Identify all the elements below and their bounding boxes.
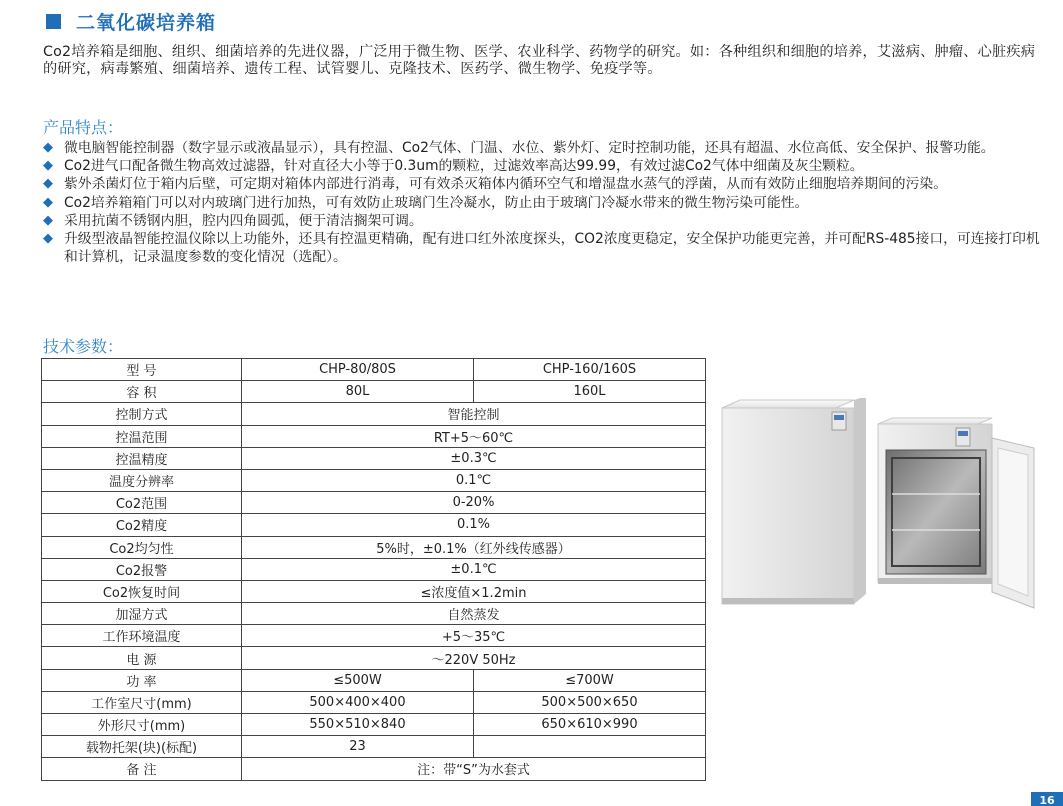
spec-row xyxy=(42,514,706,536)
spec-row xyxy=(42,425,706,447)
spec-value-cell: 5%时，±0.1%（红外线传感器） xyxy=(242,536,706,558)
spec-label-cell: 型 号 xyxy=(42,359,242,381)
spec-value-cell: ≤浓度值×1.2min xyxy=(242,580,706,602)
spec-value-cell xyxy=(474,736,706,758)
spec-row xyxy=(42,381,706,403)
spec-label-cell: Co2报警 xyxy=(42,558,242,580)
diamond-bullet-icon: ◆ xyxy=(43,140,53,155)
diamond-bullet-icon: ◆ xyxy=(43,158,53,174)
spec-label-cell: 加湿方式 xyxy=(42,603,242,625)
spec-label-cell: 工作环境温度 xyxy=(42,625,242,647)
feature-item: ◆ Co2进气口配备微生物高效过滤器，针对直径大小等于0.3um的颗粒，过滤效率高达99.99，有效过滤Co2气体中细菌及灰尘颗粒。 xyxy=(43,158,864,175)
page-title xyxy=(46,9,216,33)
spec-value-cell: 80L xyxy=(242,381,474,403)
diamond-bullet-icon: ◆ xyxy=(43,194,53,210)
spec-value-cell: 650×610×990 xyxy=(474,714,706,736)
spec-row xyxy=(42,536,706,558)
spec-row xyxy=(42,469,706,491)
feature-item: ◆ 微电脑智能控制器（数字显示或液晶显示），具有控温、Co2气体、门温、水位、紫外灯、定时控制功能，还具有超温、水位高低、安全保护、报警功能。 xyxy=(43,140,995,156)
spec-label-cell: 工作室尺寸(mm) xyxy=(42,691,242,713)
spec-value-cell: 智能控制 xyxy=(242,403,706,425)
spec-value-cell: ≤500W xyxy=(242,669,474,691)
spec-label-cell: 外形尺寸(mm) xyxy=(42,714,242,736)
features-list xyxy=(43,139,1053,266)
spec-value-cell: 0-20% xyxy=(242,492,706,514)
spec-row xyxy=(42,691,706,713)
spec-label-cell: Co2范围 xyxy=(42,492,242,514)
spec-row xyxy=(42,447,706,469)
spec-value-cell: 自然蒸发 xyxy=(242,603,706,625)
spec-label-cell: 容 积 xyxy=(42,381,242,403)
intro-paragraph: Co2培养箱是细胞、组织、细菌培养的先进仪器，广泛用于微生物、医学、农业科学、药物学的研究。如：各种组织和细胞的培养，艾滋病、肿瘤、心脏疾病的研究，病毒繁殖、细菌培养、遗传工程、试管婴儿、克隆技术、医药学、微生物学、免疫学等。 xyxy=(43,44,1036,77)
spec-row xyxy=(42,714,706,736)
spec-value-cell: ±0.1℃ xyxy=(242,558,706,580)
spec-value-cell: ≤700W xyxy=(474,669,706,691)
spec-value-cell: 160L xyxy=(474,381,706,403)
spec-label-cell: 控温范围 xyxy=(42,425,242,447)
title-text: 二氧化碳培养箱 xyxy=(76,11,217,34)
feature-item: ◆ 紫外杀菌灯位于箱内后壁，可定期对箱体内部进行消毒，可有效杀灭箱体内循环空气和增湿盘水蒸气的浮菌，从而有效防止细胞培养期间的污染。 xyxy=(43,176,947,193)
spec-value-cell: 23 xyxy=(242,736,474,758)
spec-value-cell: CHP-80/80S xyxy=(242,359,474,381)
spec-row xyxy=(42,403,706,425)
spec-value-cell: 500×400×400 xyxy=(242,691,474,713)
spec-label-cell: 载物托架(块)(标配) xyxy=(42,736,242,758)
spec-value-cell: 0.1% xyxy=(242,514,706,536)
features-heading: 产品特点： xyxy=(43,118,124,137)
spec-row xyxy=(42,758,706,780)
spec-row xyxy=(42,625,706,647)
spec-row xyxy=(42,492,706,514)
spec-value-cell: 500×500×650 xyxy=(474,691,706,713)
incubator-photo xyxy=(716,398,1036,628)
spec-label-cell: 控温精度 xyxy=(42,447,242,469)
spec-label-cell: 电 源 xyxy=(42,647,242,669)
spec-label-cell: Co2均匀性 xyxy=(42,536,242,558)
feature-item: ◆ Co2培养箱箱门可以对内玻璃门进行加热，可有效防止玻璃门生冷凝水，防止由于玻璃门冷凝水带来的微生物污染可能性。 xyxy=(43,194,809,211)
spec-label-cell: 控制方式 xyxy=(42,403,242,425)
spec-value-cell: 550×510×840 xyxy=(242,714,474,736)
small-incubator-unit xyxy=(722,398,866,604)
page-number: 16 xyxy=(1031,792,1063,806)
spec-value-cell: CHP-160/160S xyxy=(474,359,706,381)
specs-table xyxy=(41,358,706,781)
spec-label-cell: 功 率 xyxy=(42,669,242,691)
feature-item: ◆ 采用抗菌不锈钢内胆，腔内四角圆弧，便于清洁搁架可调。 xyxy=(43,212,423,229)
spec-row xyxy=(42,647,706,669)
spec-label-cell: Co2精度 xyxy=(42,514,242,536)
title-square-icon xyxy=(46,14,61,29)
diamond-bullet-icon: ◆ xyxy=(43,212,53,228)
spec-value-cell: ±0.3℃ xyxy=(242,447,706,469)
spec-row xyxy=(42,580,706,602)
diamond-bullet-icon: ◆ xyxy=(43,176,53,192)
spec-value-cell: ～220V 50Hz xyxy=(242,647,706,669)
spec-value-cell: +5～35℃ xyxy=(242,625,706,647)
spec-row xyxy=(42,603,706,625)
spec-value-cell: RT+5～60℃ xyxy=(242,425,706,447)
spec-row xyxy=(42,669,706,691)
spec-row xyxy=(42,558,706,580)
spec-value-cell: 注：带“S”为水套式 xyxy=(242,758,706,780)
spec-label-cell: 温度分辨率 xyxy=(42,469,242,491)
feature-item: ◆ 升级型液晶智能控温仪除以上功能外，还具有控温更精确，配有进口红外浓度探头，CO2浓度更稳定，安全保护功能更完善，并可配RS-485接口，可连接打印机和计算机，记录温度参数的变化情况（选配）。 xyxy=(43,231,1040,266)
diamond-bullet-icon: ◆ xyxy=(43,231,53,247)
spec-value-cell: 0.1℃ xyxy=(242,469,706,491)
spec-label-cell: Co2恢复时间 xyxy=(42,580,242,602)
spec-row xyxy=(42,736,706,758)
spec-row xyxy=(42,359,706,381)
large-incubator-unit xyxy=(878,418,1034,608)
specs-heading: 技术参数： xyxy=(43,337,124,356)
spec-label-cell: 备 注 xyxy=(42,758,242,780)
